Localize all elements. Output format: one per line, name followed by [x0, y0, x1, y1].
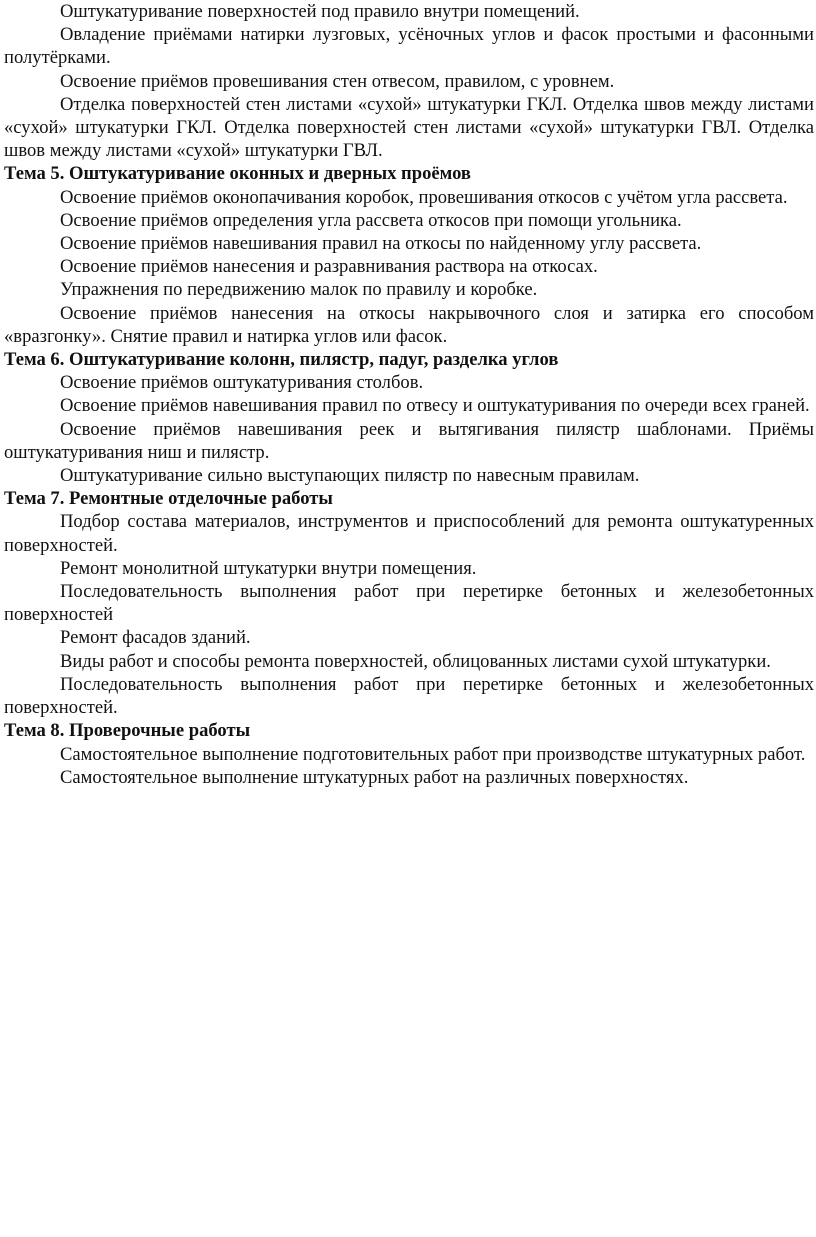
- paragraph: Освоение приёмов оконопачивания коробок, провешивания откосов с учётом угла рассвета.: [60, 186, 788, 208]
- paragraph: Виды работ и способы ремонта поверхностей, облицованных листами сухой штукатурки.: [60, 650, 771, 672]
- paragraph: Отделка поверхностей стен листами «сухой» штукатурки ГКЛ. Отделка швов между листами «сухой» штукатурки ГКЛ. Отделка поверхностей стен листами «сухой» штукатурки ГВЛ. Отделка швов между листами «сухой» штукатурки ГВЛ.: [4, 93, 814, 162]
- section-heading: Тема 5. Оштукатуривание оконных и дверных проёмов: [4, 163, 471, 185]
- paragraph: Последовательность выполнения работ при перетирке бетонных и железобетонных поверхностей.: [4, 673, 814, 719]
- paragraph: Подбор состава материалов, инструментов и приспособлений для ремонта оштукатуренных поверхностей.: [4, 511, 814, 556]
- section-heading: Тема 6. Оштукатуривание колонн, пилястр, падуг, разделка углов: [4, 349, 559, 371]
- paragraph: Ремонт фасадов зданий.: [60, 627, 251, 649]
- paragraph: Освоение приёмов нанесения и разравнивания раствора на откосах.: [60, 256, 598, 278]
- paragraph: Освоение приёмов навешивания правил по отвесу и оштукатуривания по очереди всех граней.: [60, 395, 810, 417]
- paragraph: Оштукатуривание сильно выступающих пилястр по навесным правилам.: [60, 465, 640, 487]
- paragraph: Овладение приёмами натирки лузговых, усёночных углов и фасок простыми и фасонными полутёрками.: [4, 24, 814, 69]
- paragraph: Ремонт монолитной штукатурки внутри помещения.: [60, 557, 477, 579]
- paragraph: Освоение приёмов навешивания реек и вытягивания пилястр шаблонами. Приёмы оштукатуривания ниш и пилястр.: [4, 418, 814, 463]
- paragraph: Освоение приёмов нанесения на откосы накрывочного слоя и затирка его способом «вразгонку». Снятие правил и натирка углов или фасок.: [4, 302, 814, 347]
- document-page: [4, 0, 814, 789]
- section-heading: Тема 7. Ремонтные отделочные работы: [4, 488, 333, 510]
- paragraph: Оштукатуривание поверхностей под правило внутри помещений.: [60, 1, 580, 22]
- paragraph: Освоение приёмов навешивания правил на откосы по найденному углу рассвета.: [60, 233, 702, 255]
- paragraph: Освоение приёмов провешивания стен отвесом, правилом, с уровнем.: [60, 70, 615, 92]
- paragraph: Освоение приёмов оштукатуривания столбов.: [60, 372, 424, 394]
- paragraph: Самостоятельное выполнение подготовительных работ при производстве штукатурных работ.: [60, 743, 806, 765]
- paragraph: Освоение приёмов определения угла рассвета откосов при помощи угольника.: [60, 209, 682, 231]
- paragraph: Упражнения по передвижению малок по правилу и коробке.: [60, 279, 538, 301]
- paragraph: Последовательность выполнения работ при перетирке бетонных и железобетонных поверхностей: [4, 581, 814, 626]
- paragraph: Самостоятельное выполнение штукатурных работ на различных поверхностях.: [60, 766, 689, 788]
- section-heading: Тема 8. Проверочные работы: [4, 720, 251, 742]
